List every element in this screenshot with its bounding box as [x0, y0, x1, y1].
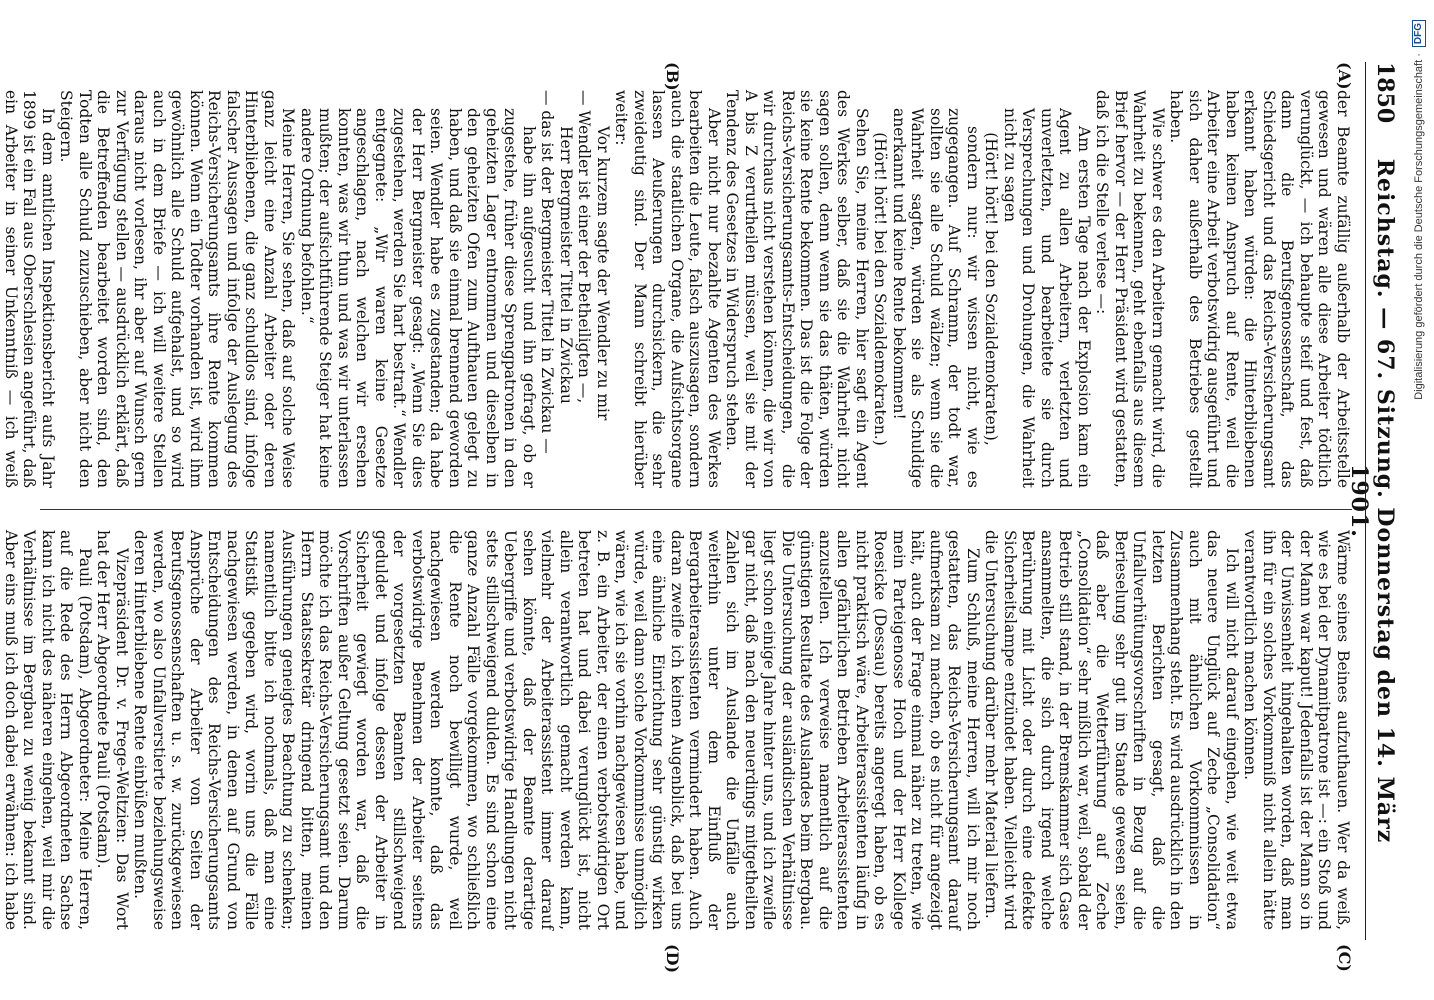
margin-marker-a: (A): [1335, 62, 1354, 90]
credit-text: Digitalisierung gefördert durch die Deutsche Forschungsgemeinschaft ·: [1413, 53, 1425, 400]
left-column: [2, 90, 1352, 488]
aside: — das ist der Bergmeister Tittel in Zwickau —: [538, 90, 557, 454]
page-number: 1850: [1372, 62, 1398, 124]
dfg-logo: DFG: [1412, 20, 1426, 47]
paragraph: Sehen Sie, meine Herren, hier sagt ein Agent des Werkes selber, daß sie die Wahrheit nicht sagen sollen, denn wenn sie das thäten, würden sie keine Rente bekommen. Das ist die Folge der Reichs-Versicherungsamts-Entscheidungen, die wir durchaus nicht verstehen können, die wir von A bis Z verurtheilen müssen, weil sie mit der Tendenz des Gesetzes in Widerspruch stehen.: [723, 90, 871, 488]
header-rule: [1365, 62, 1366, 940]
right-column: [2, 530, 1352, 930]
interjection: (Hört! hört! bei den Sozialdemokraten),: [982, 132, 1001, 446]
digitization-credit: [1408, 20, 1430, 980]
speaker-paragraph: Vizepräsident Dr. v. Frege-Weltzien: Das Wort hat der Herr Abgeordnete Pauli (Potsdam).: [94, 530, 131, 930]
margin-marker-b: (B): [663, 62, 682, 91]
paragraph: Ich will nicht darauf eingehen, wie weit etwa das neuere Unglück auf Zeche „Consolidation“ auch mit ähnlichen Vorkommnissen in Zusammenhang steht. Es wird ausdrücklich in den letzten Berichten gesagt, daß die Unfallverhütungsvorschriften in Bezug auf die Berieselung sehr gut im Stande gewesen seien, daß aber die Wetterführung auf Zeche „Consolidation“ sehr mißlich war, weil, sobald der Betrieb still stand, in der Bremskammer sich Gase ansammelten, die sich durch irgend welche Berührung mit Licht oder durch eine defekte Sicherheitslampe entzündet haben. Vielleicht wird die Untersuchung darüber mehr Material liefern.: [982, 530, 1241, 930]
quoted-paragraph: Vor kurzem sagte der Wendler zu mir: [594, 126, 612, 421]
paragraph: Zum Schluß, meine Herren, will ich mir noch gestatten, das Reichs-Versicherungsamt darauf aufmerksam zu machen, ob es nicht für angezeigt hält, auch der Frage einmal näher zu treten, wie mein Parteigenosse Hoch und der Herr Kollege Roesicke (Dessau) bereits angeregt haben, ob es nicht praktisch wäre, Arbeiterassistenten läufig in allen gefährlichen Betrieben Arbeiterassistenten anzustellen. Ich verweise namentlich auf die günstigen Resultate des Auslandes beim Bergbau. Die Untersuchung der ausländischen Verhältnisse liegt schon einige Jahre hinter uns, und ich zweifle gar nicht, daß nach den neuerdings mitgetheilten Zahlen sich im Auslande die Unfälle auch weiterhin unter dem Einfluß der Bergarbeiterassistenten vermindert haben. Auch daran zweifle ich keinen Augenblick, daß bei uns eine ähnliche Einrichtung sehr günstig wirken würde, weil dann solche Vorkommnisse unmöglich wären, wie ich sie vorhin nachgewiesen habe, und z. B. ein Arbeiter, der einen verbotswidrigen Ort betreten hat und dabei verunglückt ist, nicht allein verantwortlich gemacht werden kann, vielmehr der Arbeiterassistent immer darauf sehen könnte, daß der Beamte derartige Uebergriffe und verbotswidrige Handlungen nicht stets stillschweigend dulden. Es sind schon eine ganze Anzahl Fälle vorgekommen, wo schließlich die Rente noch bewilligt wurde, weil nachgewiesen werden konnte, daß das verbotswidrige Benehmen der Arbeiter seitens der vorgesetzten Beamten stillschweigend geduldet und infolge dessen der Arbeiter in Sicherheit gewiegt worden war, daß die Vorschriften außer Geltung gesetzt seien. Darum möchte ich das Reichs-Versicherungsamt und den Herrn Staatssekretär dringend bitten, meinen Ausführungen geneigtes Beachtung zu schenken; namentlich bitte ich nochmals, daß man eine Statistik gegeben wird, worin uns die Fälle nachgewiesen werden, in denen auf Grund von Entscheidungen des Reichs-Versicherungsamts Ansprüche der Arbeiter von Seiten der Berufsgenossenschaften u. s. w. zurückgewiesen werden, wo also Unfallverstierte beziehungsweise deren Hinterbliebene Rente einbüßen mußten.: [131, 530, 982, 930]
paragraph: Meine Herren, Sie sehen, daß auf solche Weise ganz leicht eine Anzahl Arbeiter oder deren Hinterbliebenen, die ganz schuldlos sind, infolge falscher Aussagen und infolge der Auslegung des Reichs-Versicherungsamts ihre Rente kommen können. Wenn ein Todter vorhanden ist, wird ihm gewöhnlich alle Schuld aufgehalst, und so wird auch in dem Briefe — ich will weitere Stellen daraus nicht vorlesen, ihr aber auf Wunsch gern zur Verfügung stellen — ausdrücklich erklärt, daß die Betreffenden bearbeitet worden sind, den Todten alle Schuld zuzuschieben, aber nicht den Steigern.: [57, 90, 298, 488]
column-divider: [40, 509, 1352, 510]
quoted-paragraph: Am ersten Tage nach der Explosion kam ein Agent zu allen Arbeitern, verletzten und unverletzten, und bearbeitete sie durch Versprechungen und Drohungen, die Wahrheit nicht zu sagen: [1001, 108, 1093, 488]
header-title: Reichstag. — 67. Sitzung. Donnerstag den 14. März 1901.: [1346, 158, 1398, 844]
quoted-paragraph: habe ihn aufgesucht und ihn gefragt, ob er zugestehe, früher diese Sprengpatronen in den geheizten Lager entnommen und dieselben in den geheizten Ofen zum Aufthauen gelegt zu haben, und daß sie einmal brennend geworden seien. Wendler habe es zugestanden; da habe der Herr Bergmeister gesagt: „Wenn Sie dies zugestehen, werden Sie hart bestraft.“ Wendler entgegnete: „Wir waren keine Gesetze angeschlagen, nach welchen wir ersehen konnten, was wir thun und was wir unterlassen mußten; der aufsichtführende Steiger hat keine andere Ordnung befohlen.“: [298, 108, 538, 488]
paragraph: Wie schwer es den Arbeitern gemacht wird, die Wahrheit zu bekennen, geht ebenfalls aus diesem Brief hervor — der Herr Präsident wird gestatten, daß ich die Stelle verlese —:: [1093, 90, 1167, 488]
paragraph: In dem amtlichen Inspektionsbericht aufs Jahr 1899 ist ein Fall aus Oberschlesien angeführt, daß ein Arbeiter in seiner Unkenntniß — ich weiß: [2, 90, 57, 488]
paragraph: Wärme seines Beines aufzuthauen. Wer da weiß, wie es bei der Dynamitpatrone ist —: ein Stoß und der Mann war kaput! Jedenfalls ist der Mann so in der Unwissenheit hingehalten worden, daß man ihn für ein solches Vorkommniß nicht allein hätte verantwortlich machen können.: [1241, 530, 1352, 930]
margin-marker-c: (C): [1335, 944, 1354, 972]
margin-marker-d: (D): [663, 944, 682, 974]
quoted-paragraph: sondern nur: wir wissen nicht, wie es zugegangen. Auf Schramm, der todt war, sollten sie alle Schuld wälzen; wenn sie die Wahrheit sagten, würden sie als Schuldige anerkannt und keine Rente bekommen!: [890, 108, 982, 488]
speaker-paragraph: Pauli (Potsdam), Abgeordneter: Meine Herren, auf die Rede des Herrn Abgeordneten Sachse kann ich nicht des näheren eingehen, weil mir die Verhältnisse im Bergbau zu wenig bekannt sind. Aber eins muß ich doch dabei erwähnen: ich habe: [2, 530, 94, 930]
aside: — Wendler ist einer der Betheiligten —,: [575, 90, 594, 404]
quoted-paragraph: Herr Bergmeister Tittel in Zwickau: [557, 126, 575, 404]
paragraph: Aber nicht nur bezahlte Agenten des Werkes bearbeiten die Leute, falsch auszusagen, sondern auch die staatlichen Organe, die Aufsichtsorgane lassen Aeußerungen durchsickern, die sehr zweideutig sind. Der Mann schreibt hierüber weiter:: [612, 90, 723, 488]
page-header: [1346, 62, 1398, 940]
interjection: (Hört! hört! bei den Sozialdemokraten.): [871, 132, 890, 446]
paragraph: der Beamte zufällig außerhalb der Arbeitsstelle gewesen und wären alle diese Arbeiter tödtlich verunglückt, — ich behaupte steif und fest, daß dann die Berufsgenossenschaft, das Schiedsgericht und das Reichs-Versicherungsamt erkannt haben würden: die Hinterbliebenen haben keinen Anspruch auf Rente, weil die Arbeiter eine Arbeit verbotswidrig ausgeführt und sich daher außerhalb des Betriebes gestellt haben.: [1167, 90, 1352, 488]
